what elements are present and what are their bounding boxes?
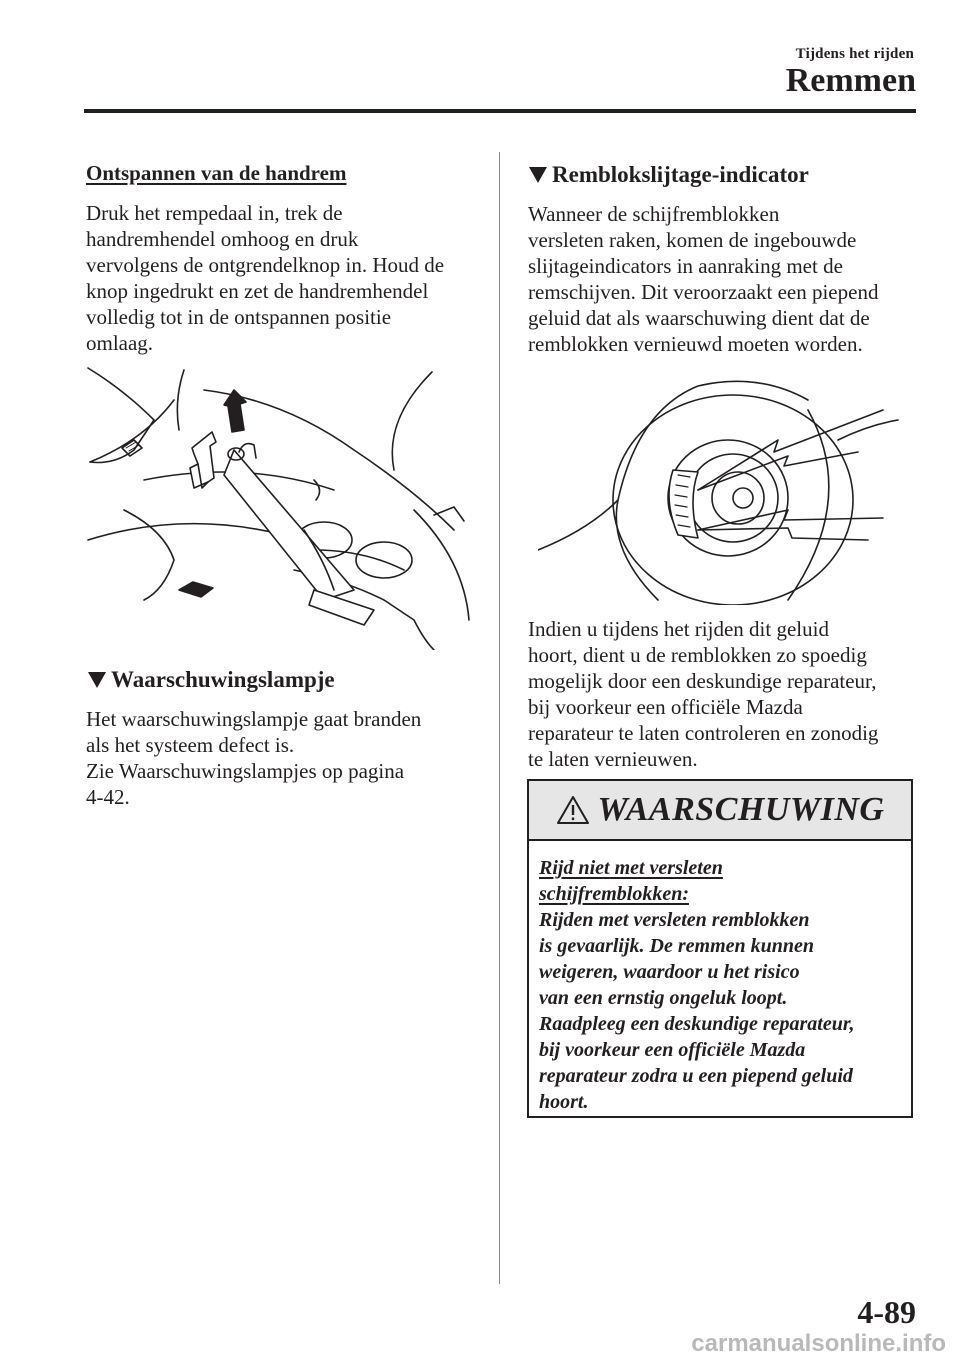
section-heading: Remblokslijtage-indicator — [552, 162, 809, 187]
warning-line: reparateur zodra u een piepend geluid — [539, 1065, 853, 1087]
warning-line: van een ernstig ongeluk loopt. — [539, 987, 788, 1009]
warning-line: Raadpleeg een deskundige reparateur, — [539, 1013, 855, 1035]
page-title: Remmen — [785, 62, 916, 99]
text-line: slijtageindicators in aanraking met de — [528, 254, 843, 278]
warning-subtitle-line: Rijd niet met versleten — [539, 857, 723, 879]
text-line: Zie Waarschuwingslampjes op pagina — [86, 759, 405, 783]
text-line: mogelijk door een deskundige reparateur, — [528, 669, 877, 693]
warning-subtitle-line: schijfremblokken: — [539, 883, 689, 905]
text-line: geluid dat als waarschuwing dient dat de — [528, 306, 870, 330]
text-line: Het waarschuwingslampje gaat branden — [86, 707, 422, 731]
warning-box — [527, 779, 913, 1118]
text-line: Indien u tijdens het rijden dit geluid — [528, 617, 829, 641]
text-line: vervolgens de ontgrendelknop in. Houd de — [86, 253, 445, 277]
subheading-release-handbrake: Ontspannen van de handrem — [86, 161, 347, 185]
column-divider — [499, 152, 500, 1284]
warning-line: hoort. — [539, 1091, 589, 1113]
text-line: Wanneer de schijfremblokken — [528, 202, 780, 226]
text-line: remblokken vernieuwd moeten worden. — [528, 332, 863, 356]
header-rule — [84, 109, 916, 113]
text-line: remschijven. Dit veroorzaakt een piepend — [528, 280, 879, 304]
text-line: handremhendel omhoog en druk — [86, 227, 359, 251]
warning-line: Rijden met versleten remblokken — [539, 909, 810, 931]
warning-triangle-icon — [556, 795, 590, 825]
release-paragraph — [86, 200, 444, 356]
text-line: 4-42. — [86, 785, 130, 809]
handbrake-illustration — [84, 360, 474, 650]
section-marker-icon — [88, 672, 106, 688]
watermark[interactable]: carmanualsonline.info — [691, 1330, 946, 1357]
text-line: te laten vernieuwen. — [528, 747, 698, 771]
warning-title: WAARSCHUWING — [597, 791, 885, 828]
text-line: hoort, dient u de remblokken zo spoedig — [528, 643, 867, 667]
header-section: Tijdens het rijden — [795, 46, 914, 62]
page-number: 4-89 — [857, 1294, 916, 1330]
warning-header — [529, 781, 911, 841]
text-line: knop ingedrukt en zet de handremhendel — [86, 279, 429, 303]
section-marker-icon — [529, 167, 547, 183]
section-heading: Waarschuwingslampje — [111, 667, 335, 692]
text-line: bij voorkeur een officiële Mazda — [528, 695, 803, 719]
warning-body — [539, 855, 901, 1115]
warning-line: bij voorkeur een officiële Mazda — [539, 1039, 806, 1061]
warning-light-paragraph — [86, 706, 421, 810]
brake-disc-illustration — [538, 380, 908, 605]
section-pad-wear-indicator — [529, 162, 809, 188]
text-line: Druk het rempedaal in, trek de — [86, 201, 343, 225]
text-line: versleten raken, komen de ingebouwde — [528, 228, 857, 252]
noise-paragraph — [528, 616, 878, 772]
text-line: als het systeem defect is. — [86, 733, 295, 757]
text-line: reparateur te laten controleren en zonodig — [528, 721, 879, 745]
text-line: omlaag. — [86, 331, 154, 355]
warning-line: weigeren, waardoor u het risico — [539, 961, 800, 983]
pad-wear-paragraph — [528, 201, 878, 357]
section-warning-light — [88, 667, 335, 693]
warning-line: is gevaarlijk. De remmen kunnen — [539, 935, 815, 957]
text-line: volledig tot in de ontspannen positie — [86, 305, 392, 329]
